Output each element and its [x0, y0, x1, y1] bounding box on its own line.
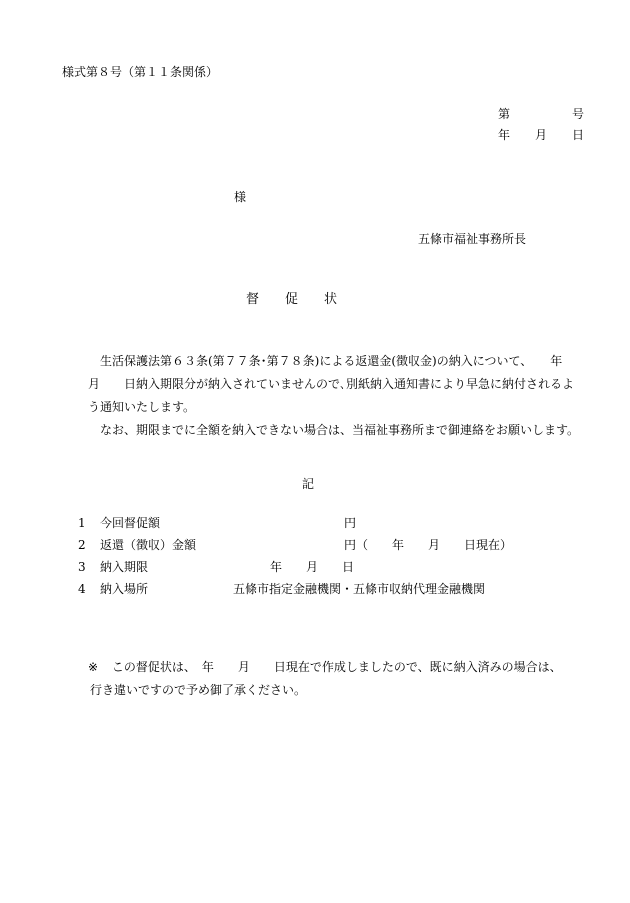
note-mark: ※ — [88, 660, 99, 674]
item-label: 納入期限 — [100, 560, 149, 574]
list-item — [78, 578, 548, 600]
ki-heading: 記 — [302, 477, 315, 491]
body-line-1: 生活保護法第６３条(第７７条･第７８条)による返還金(徴収金)の納入について、 年 — [100, 354, 563, 368]
form-number: 様式第８号（第１１条関係） — [62, 65, 219, 79]
item-label: 納入場所 — [100, 582, 149, 596]
date-month: 月 — [535, 128, 548, 142]
note-block — [88, 656, 588, 702]
item-label: 今回督促額 — [100, 516, 161, 530]
list-item — [78, 556, 548, 578]
items-list — [78, 512, 548, 600]
note-line-2: 行き違いですので予め御了承ください。 — [90, 683, 307, 697]
list-item — [78, 512, 548, 534]
number-suffix: 号 — [572, 107, 585, 121]
item-value: 円 — [344, 516, 357, 530]
document-title: 督 促 状 — [246, 292, 338, 307]
item-number: 3 — [78, 560, 86, 574]
addressee-suffix: 様 — [234, 190, 247, 204]
body-paragraph — [88, 350, 588, 442]
date-day: 日 — [572, 128, 585, 142]
body-line-4: なお、期限までに全額を納入できない場合は、当福祉事務所まで御連絡をお願いします。 — [100, 423, 580, 437]
body-line-2: 月 日納入期限分が納入されていませんので､別紙納入通知書により早急に納付されるよ — [88, 377, 575, 391]
item-value: 年 月 日 — [270, 560, 355, 574]
item-number: 1 — [78, 516, 86, 530]
item-value: 円（ 年 月 日現在） — [344, 538, 513, 552]
note-line-1: この督促状は、 年 月 日現在で作成しましたので、既に納入済みの場合は、 — [111, 660, 562, 674]
note-line-1-wrap — [88, 656, 588, 679]
number-prefix: 第 — [498, 107, 511, 121]
sender-name: 五條市福祉事務所長 — [418, 232, 527, 246]
body-line-3: う通知いたします。 — [88, 400, 196, 414]
list-item — [78, 534, 548, 556]
item-number: 2 — [78, 538, 86, 552]
date-year: 年 — [498, 128, 511, 142]
item-value: 五條市指定金融機関・五條市収納代理金融機関 — [233, 582, 486, 596]
item-label: 返還（徴収）金額 — [100, 538, 197, 552]
item-number: 4 — [78, 582, 86, 596]
